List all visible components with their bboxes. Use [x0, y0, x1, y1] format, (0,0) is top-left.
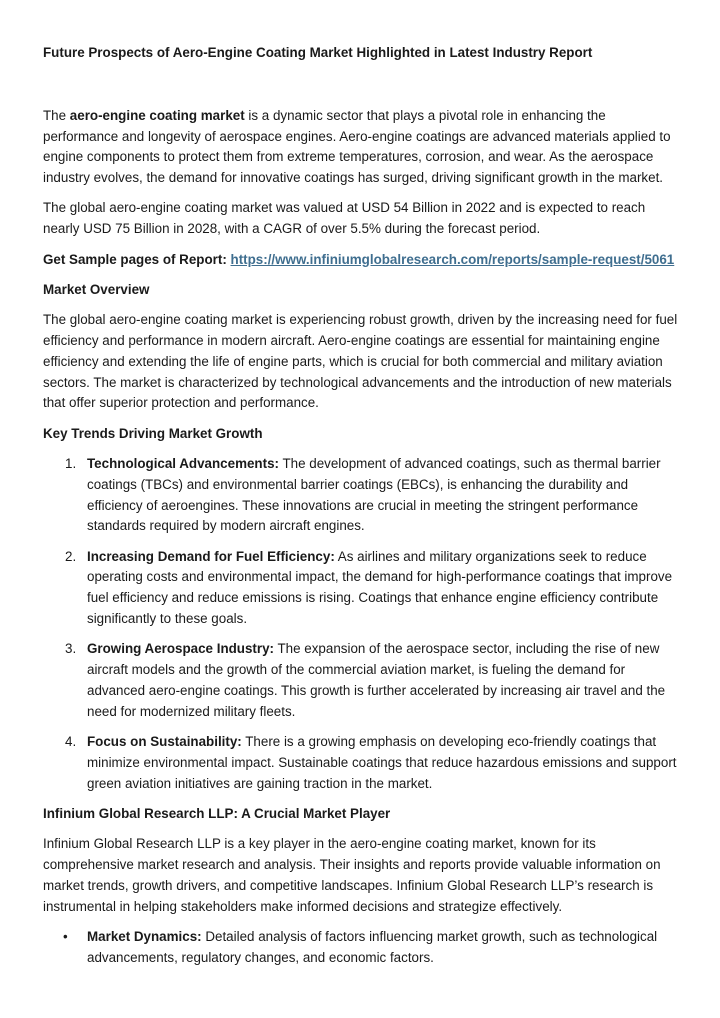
trend-number: 4. — [65, 734, 77, 750]
valuation-paragraph: The global aero-engine coating market was valued at USD 54 Billion in 2022 and is expected to reach nearly USD 75 Billion in 2028, with a CAGR of over 5.5% during the forecast period. — [43, 200, 646, 237]
trend-text: As airlines and military organizations seek to reduce operating costs and environmental impact, the demand for high-performance coatings that improve fuel efficiency and reduce emissions is rising. Coatings that enhance engine efficiency contribute significantly to these goals. — [87, 548, 673, 627]
trend-number: 1. — [65, 455, 77, 471]
trend-title: Technological Advancements: — [87, 455, 279, 471]
trend-text: The development of advanced coatings, such as thermal barrier coatings (TBCs) and environmental barrier coatings (EBCs), is enhancing the durability and efficiency of aeroengines. These innovations are crucial in meeting the stringent performance standards required by modern aircraft engines. — [87, 455, 661, 534]
bullet-text: Detailed analysis of factors influencing market growth, such as technological advancements, regulatory changes, and economic factors. — [87, 928, 658, 965]
trend-title: Growing Aerospace Industry: — [87, 641, 275, 657]
trend-title: Increasing Demand for Fuel Efficiency: — [87, 548, 335, 564]
trend-title: Focus on Sustainability: — [87, 734, 242, 750]
bullet-item — [43, 927, 680, 969]
bullet-title: Market Dynamics: — [87, 928, 202, 944]
infinium-paragraph: Infinium Global Research LLP is a key player in the aero-engine coating market, known for its comprehensive market research and analysis. Their insights and reports provide valuable information on market trends, growth drivers, and competitive landscapes. Infinium Global Research LLP’s research is instrumental in helping stakeholders make informed decisions and strategize effectively. — [43, 836, 661, 914]
sample-label: Get Sample pages of Report: — [43, 251, 231, 267]
overview-heading: Market Overview — [43, 281, 150, 297]
bullet-dot: • — [63, 928, 68, 944]
sample-link[interactable]: https://www.infiniumglobalresearch.com/reports/sample-request/5061 — [230, 251, 675, 267]
overview-paragraph: The global aero-engine coating market is experiencing robust growth, driven by the increasing need for fuel efficiency and performance in modern aircraft. Aero-engine coatings are essential for maintaining engine efficiency and extending the life of engine parts, which is crucial for both commercial and military aviation sectors. The market is characterized by technological advancements and the introduction of new materials that offer superior protection and performance. — [43, 312, 678, 411]
infinium-heading: Infinium Global Research LLP: A Crucial Market Player — [43, 805, 391, 821]
intro-bold-term: aero-engine coating market — [69, 107, 245, 123]
trend-text: There is a growing emphasis on developing eco-friendly coatings that minimize environmental impact. Sustainable coatings that reduce hazardous emissions and support green aviation initiatives are gaining traction in the market. — [87, 734, 677, 791]
intro-paragraph — [43, 106, 680, 189]
trend-item — [43, 547, 680, 630]
trend-item — [43, 454, 680, 537]
sample-paragraph — [43, 250, 680, 271]
trend-item — [43, 639, 680, 722]
trend-number: 2. — [65, 548, 77, 564]
trend-text: The expansion of the aerospace sector, including the rise of new aircraft models and the growth of the commercial aviation market, is fueling the demand for advanced aero-engine coatings. This growth is further accelerated by increasing air travel and the need for modernized military fleets. — [87, 641, 666, 719]
trend-item — [43, 732, 680, 794]
intro-post: is a dynamic sector that plays a pivotal role in enhancing the performance and longevity of aerospace engines. Aero-engine coatings are advanced materials applied to engine components to protect them from extreme temperatures, corrosion, and wear. As the aerospace industry evolves, the demand for innovative coatings has surged, driving significant growth in the market. — [43, 107, 671, 186]
trends-list — [43, 454, 680, 794]
intro-pre: The — [43, 107, 70, 123]
trend-number: 3. — [65, 641, 77, 657]
infinium-bullets — [43, 927, 680, 969]
document-title: Future Prospects of Aero-Engine Coating Market Highlighted in Latest Industry Report — [43, 45, 593, 60]
trends-heading: Key Trends Driving Market Growth — [43, 425, 263, 441]
